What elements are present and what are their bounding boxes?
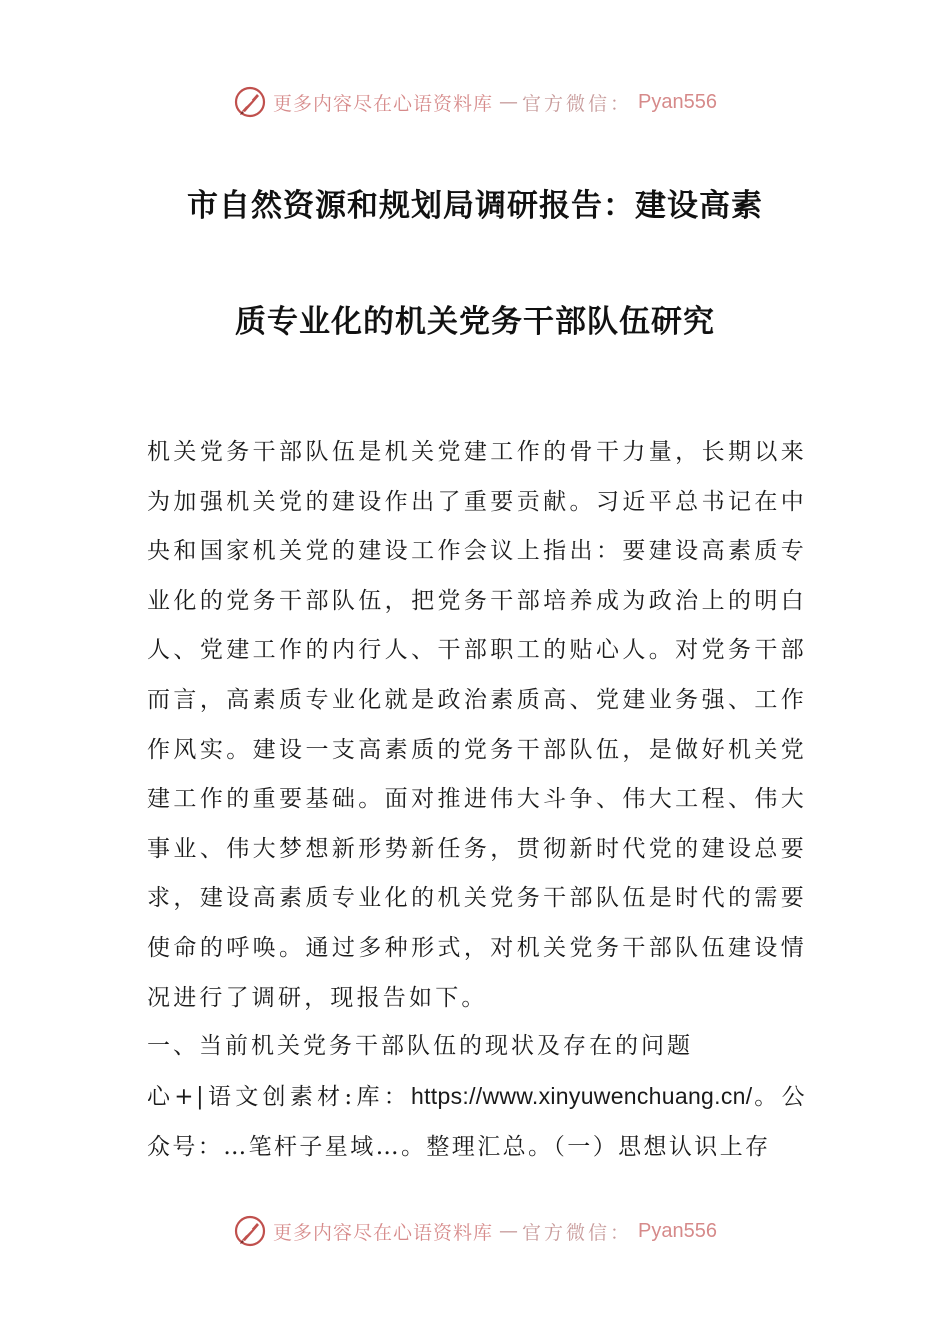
watermark-banner-top bbox=[0, 80, 950, 124]
watermark-account: Pyan556 bbox=[638, 1219, 717, 1242]
intro-paragraph-block bbox=[147, 428, 807, 1023]
tail-paragraph bbox=[147, 1072, 807, 1172]
document-title-line-2: 质专业化的机关党务干部队伍研究 bbox=[235, 304, 715, 340]
intro-paragraph: 机关党务干部队伍是机关党建工作的骨干力量，长期以来为加强机关党的建设作出了重要贡献。习近平总书记在中央和国家机关党的建设工作会议上指出：要建设高素质专业化的党务干部队伍，把党务干部培养成为政治上的明白人、党建工作的内行人、干部职工的贴心人。对党务干部而言，高素质专业化就是政治素质高、党建业务强、工作作风实。建设一支高素质的党务干部队伍，是做好机关党建工作的重要基础。面对推进伟大斗争、伟大工程、伟大事业、伟大梦想新形势新任务，贯彻新时代党的建设总要求，建设高素质专业化的机关党务干部队伍是时代的需要使命的呼唤。通过多种形式，对机关党务干部队伍建设情况进行了调研，现报告如下。 bbox=[147, 439, 807, 1011]
watermark-brand-text: 更多内容尽在心语资料库 bbox=[273, 1221, 494, 1244]
quill-pen-logo-icon bbox=[233, 1214, 267, 1248]
watermark-account: Pyan556 bbox=[638, 90, 717, 113]
quill-pen-logo-icon bbox=[233, 85, 267, 119]
watermark-brand-text: 更多内容尽在心语资料库 bbox=[273, 92, 494, 115]
watermark-separator: — bbox=[499, 1220, 517, 1242]
tail-suffix: 。公众号：…笔杆子星域…。整理汇总。（一）思想认识上存 bbox=[147, 1084, 807, 1160]
watermark-official-label: 官方微信： bbox=[522, 1221, 633, 1244]
watermark-banner-bottom bbox=[0, 1209, 950, 1253]
watermark-official-label: 官方微信： bbox=[522, 92, 633, 115]
section-heading: 一、当前机关党务干部队伍的现状及存在的问题 bbox=[147, 1033, 693, 1059]
document-title-line-1: 市自然资源和规划局调研报告：建设高素 bbox=[187, 188, 763, 224]
tail-prefix: 心+|语文创素材:库： bbox=[147, 1084, 412, 1110]
source-url-link[interactable]: https://www.xinyuwenchuang.cn/ bbox=[411, 1083, 753, 1109]
watermark-separator: — bbox=[499, 91, 517, 113]
